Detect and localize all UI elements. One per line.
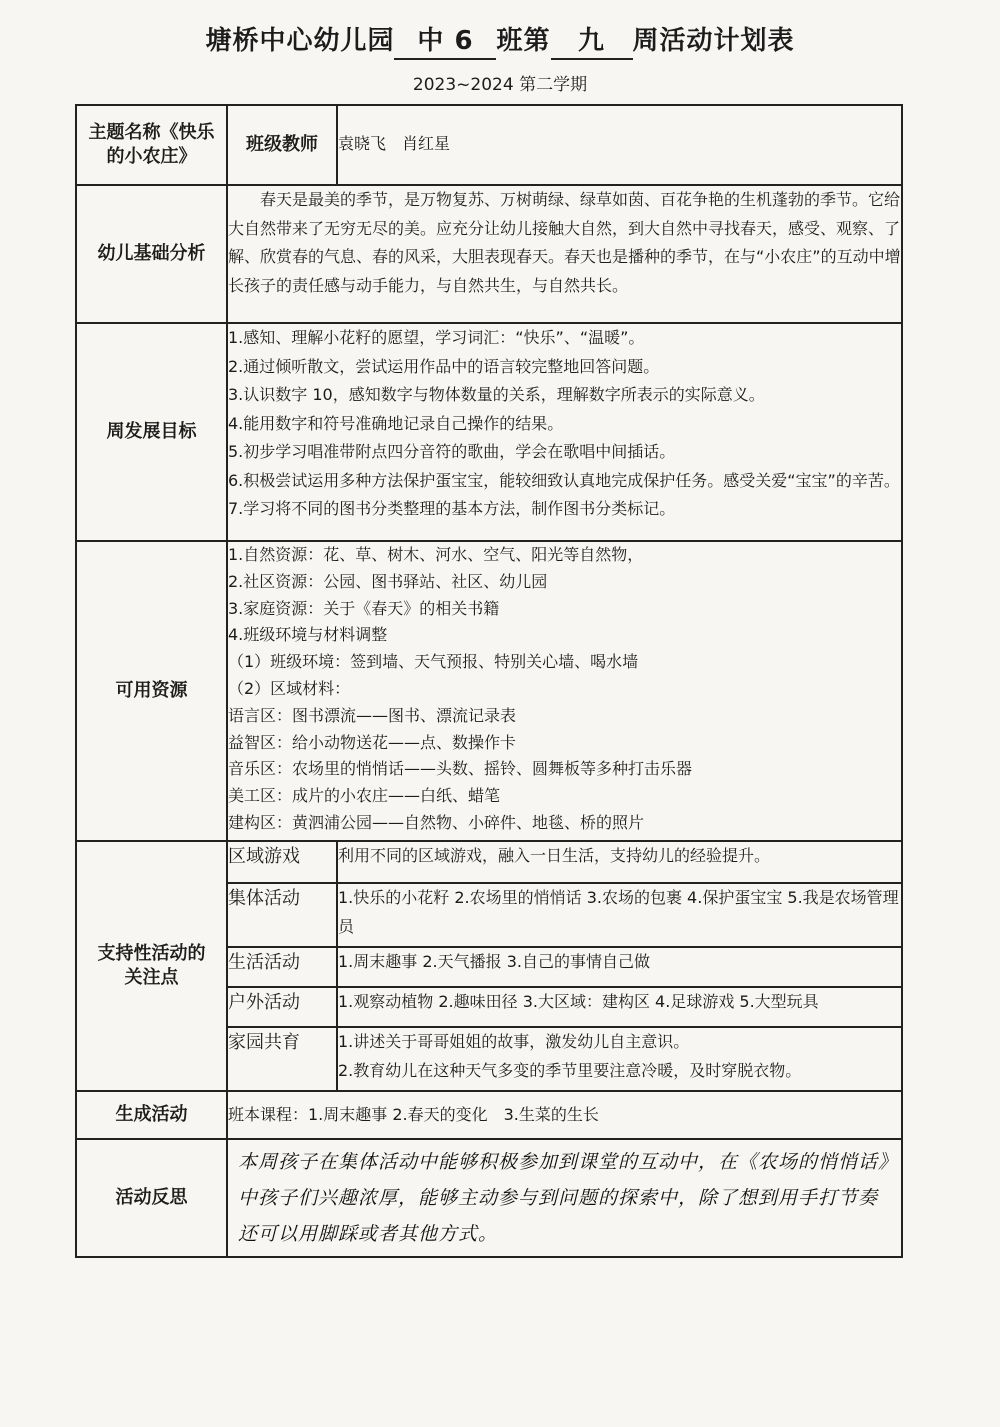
teacher-label: 班级教师 [227, 105, 337, 185]
analysis-row [76, 185, 902, 323]
support-row-region [76, 841, 902, 883]
support-item-name: 生活活动 [227, 947, 337, 987]
goal-item: 6.积极尝试运用多种方法保护蛋宝宝，能较细致认真地完成保护任务。感受关爱“宝宝”的辛苦。 [228, 470, 900, 490]
theme-row [76, 105, 902, 185]
analysis-label: 幼儿基础分析 [76, 185, 227, 323]
goal-item: 1.感知、理解小花籽的愿望，学习词汇：“快乐”、“温暖”。 [228, 328, 645, 347]
support-label: 支持性活动的关注点 [76, 841, 227, 1091]
week-number-field: 九 [551, 24, 633, 60]
reflection-cell [227, 1139, 902, 1257]
goal-item: 5.初步学习唱准带附点四分音符的歌曲，学会在歌唱中间插话。 [228, 442, 676, 461]
goal-item: 7.学习将不同的图书分类整理的基本方法，制作图书分类标记。 [228, 499, 676, 518]
support-item-text: 1.快乐的小花籽 2.农场里的悄悄话 3.农场的包裹 4.保护蛋宝宝 5.我是农场管理员 [337, 883, 902, 947]
support-item-name: 户外活动 [227, 987, 337, 1027]
plan-table [75, 104, 903, 1258]
support-item-texts [337, 1027, 902, 1091]
resource-item: 3.家庭资源：关于《春天》的相关书籍 [228, 598, 500, 618]
resource-item: 4.班级环境与材料调整 [228, 625, 388, 645]
teacher-names: 袁晓飞 肖红星 [337, 105, 902, 185]
theme-label: 主题名称《快乐的小农庄》 [76, 105, 227, 185]
generated-text: 班本课程：1.周末趣事 2.春天的变化 3.生菜的生长 [227, 1091, 902, 1139]
support-item-text: 利用不同的区域游戏，融入一日生活，支持幼儿的经验提升。 [337, 841, 902, 883]
resource-item: 音乐区：农场里的悄悄话——头数、摇铃、圆舞板等多种打击乐器 [228, 759, 693, 779]
generated-label: 生成活动 [76, 1091, 227, 1139]
reflection-label: 活动反思 [76, 1139, 227, 1257]
analysis-text: 春天是最美的季节，是万物复苏、万树萌绿、绿草如茵、百花争艳的生机蓬勃的季节。它给大自然带来了无穷无尽的美。应充分让幼儿接触大自然，到大自然中寻找春天，感受、观察、了解、欣赏春的气息、春的风采，大胆表现春天。春天也是播种的季节，在与“小农庄”的互动中增长孩子的责任感与动手能力，与自然共生，与自然共长。 [228, 190, 901, 295]
resource-item: 1.自然资源：花、草、树木、河水、空气、阳光等自然物， [228, 545, 644, 564]
resource-item: （2）区域材料： [228, 678, 351, 698]
generated-row [76, 1091, 902, 1139]
goals-cell [227, 323, 902, 541]
resources-row [76, 541, 902, 841]
title-mid: 班第 [496, 26, 551, 56]
support-item-text: 2.教育幼儿在这种天气多变的季节里要注意冷暖，及时穿脱衣物。 [338, 1060, 802, 1080]
resource-item: 美工区：成片的小农庄——白纸、蜡笔 [228, 786, 501, 806]
class-name-field: 中 6 [394, 24, 496, 60]
analysis-cell [227, 185, 902, 323]
resource-item: （1）班级环境：签到墙、天气预报、特别关心墙、喝水墙 [228, 652, 639, 672]
resource-item: 语言区：图书漂流——图书、漂流记录表 [228, 705, 517, 725]
semester-subtitle: 2023~2024 第二学期 [412, 75, 588, 95]
goal-item: 2.通过倾听散文，尝试运用作品中的语言较完整地回答问题。 [228, 356, 660, 376]
support-item-text: 1.观察动植物 2.趣味田径 3.大区域：建构区 4.足球游戏 5.大型玩具 [337, 987, 902, 1027]
resources-cell [227, 541, 902, 841]
reflection-row [76, 1139, 902, 1257]
resource-item: 2.社区资源：公园、图书驿站、社区、幼儿园 [228, 571, 548, 591]
support-item-text: 1.周末趣事 2.天气播报 3.自己的事情自己做 [337, 947, 902, 987]
support-item-name: 家园共育 [227, 1027, 337, 1091]
goals-label: 周发展目标 [76, 323, 227, 541]
goal-item: 3.认识数字 10，感知数字与物体数量的关系，理解数字所表示的实际意义。 [228, 385, 765, 404]
support-item-text: 1.讲述关于哥哥姐姐的故事，激发幼儿自主意识。 [338, 1032, 690, 1051]
title-suffix: 周活动计划表 [632, 26, 795, 56]
support-item-name: 集体活动 [227, 883, 337, 947]
reflection-handwritten-text: 本周孩子在集体活动中能够积极参加到课堂的互动中，在《农场的悄悄话》中孩子们兴趣浓厚，能够主动参与到问题的探索中，除了想到用手打节奏还可以用脚踩或者其他方式。 [238, 1151, 889, 1245]
resource-item: 建构区：黄泗浦公园——自然物、小碎件、地毯、桥的照片 [228, 812, 645, 832]
resources-label: 可用资源 [76, 541, 227, 841]
page-title [0, 20, 1000, 60]
kindergarten-name: 塘桥中心幼儿园 [205, 26, 395, 56]
goals-row [76, 323, 902, 541]
resource-item: 益智区：给小动物送花——点、数操作卡 [228, 732, 517, 752]
support-item-name: 区域游戏 [227, 841, 337, 883]
goal-item: 4.能用数字和符号准确地记录自己操作的结果。 [228, 413, 564, 433]
